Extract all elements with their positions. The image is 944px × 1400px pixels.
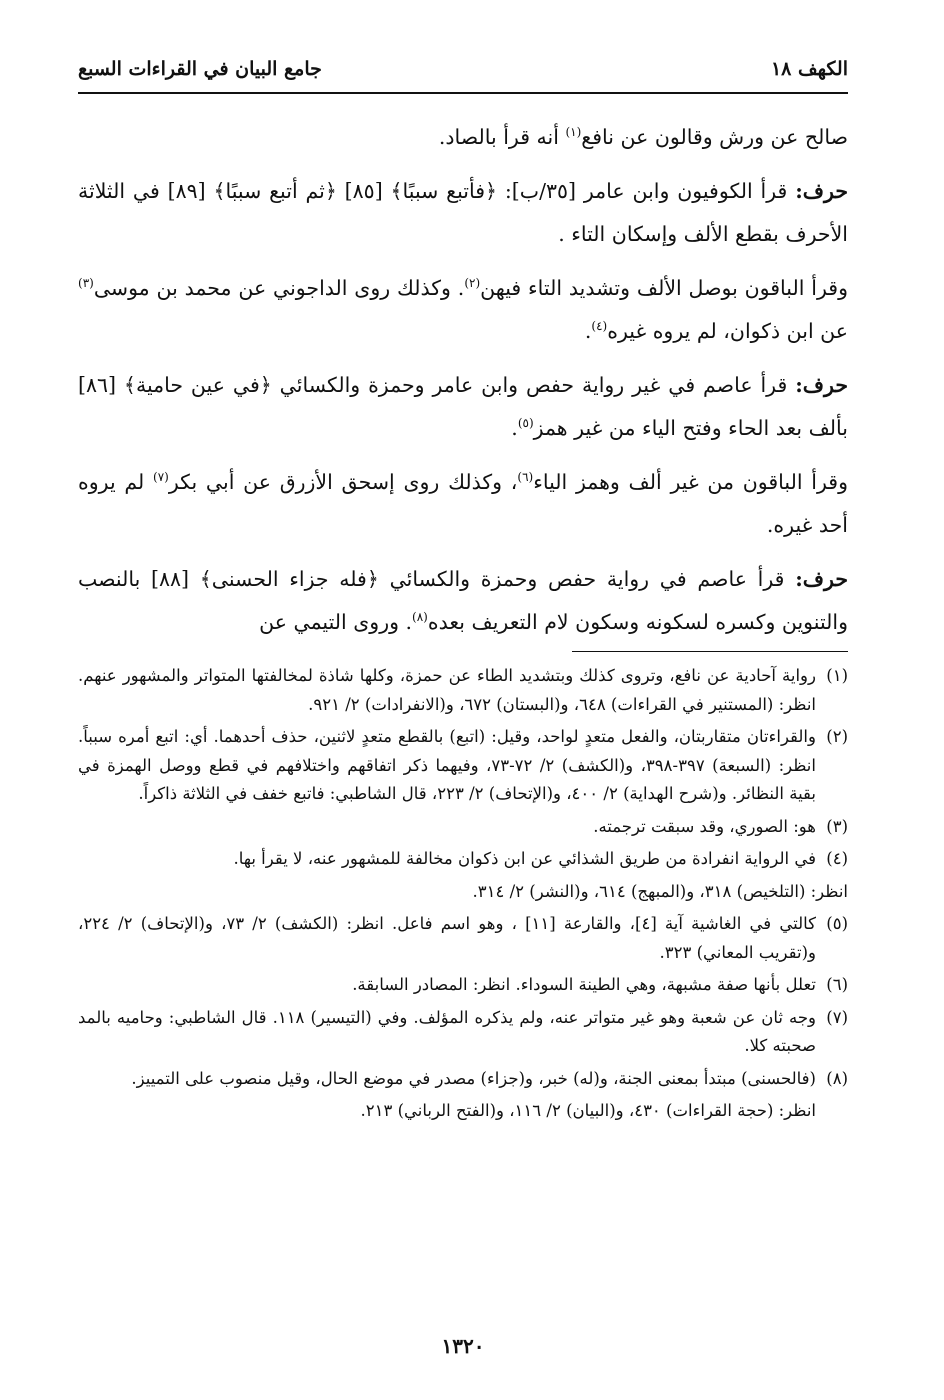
paragraph-text: أنه قرأ بالصاد. — [438, 125, 566, 149]
footnote-text: والقراءتان متقاربتان، والفعل متعدٍ لواحد، وقيل: (اتبع) بالقطع متعدٍ لاثنين، حذف أحدهما. أي: اتبع أمره سبباً. انظر: (السبعة) ٣٩٧-٣٩٨، و(الكشف) ٢/ ٧٢-٧٣، وفيهما ذكر اتفاقهم واختلافهم في قطع ووصل الهمزة في بقية النظائر. و(شرح الهداية) ٢/ ٤٠٠، و(الإتحاف) ٢/ ٢٢٣، قال الشاطبي: فاتبع خفف في الثلاثة ذاكراً. — [78, 727, 816, 803]
footnote-text: في الرواية انفرادة من طريق الشذائي عن ابن ذكوان مخالفة للمشهور عنه، لا يقرأ بها. — [233, 849, 816, 868]
paragraph-text: قرأ عاصم في غير رواية حفص وابن عامر وحمزة والكسائي ﴿في عين حامية﴾ [٨٦] بألف بعد الحاء وفتح الياء من غير همز — [78, 373, 848, 440]
paragraph-text: . وروى التيمي عن — [259, 610, 413, 634]
footnotes — [78, 662, 848, 1130]
paragraph-1 — [78, 116, 848, 159]
footnote-number: (١) — [826, 666, 848, 685]
paragraph-5 — [78, 461, 848, 547]
footnote-ref: (٣) — [78, 276, 94, 290]
footnote-ref: (٧) — [153, 470, 169, 484]
footnote-ref: (١) — [565, 125, 582, 139]
footnote-number: (٦) — [826, 975, 848, 994]
footnote-number: (٧) — [826, 1007, 848, 1027]
paragraph-6 — [78, 558, 848, 644]
paragraph-text: قرأ عاصم في رواية حفص وحمزة والكسائي ﴿فله جزاء الحسنى﴾ [٨٨] بالنصب والتنوين وكسره لسكونه وسكون لام التعريف بعده — [78, 567, 848, 634]
footnote-number: (٤) — [826, 849, 848, 868]
paragraph-4 — [78, 364, 848, 450]
harf-label: حرف: — [795, 179, 848, 203]
footnote-ref: (٤) — [591, 319, 608, 333]
book-page — [78, 44, 848, 1384]
footnote-number: (٥) — [826, 914, 848, 933]
paragraph-text: وقرأ الباقون من غير ألف وهمز الياء — [533, 470, 848, 494]
harf-label: حرف: — [795, 373, 848, 397]
main-text — [78, 116, 848, 655]
footnote-number: (٢) — [826, 727, 848, 746]
footnote-text: تعلل بأنها صفة مشبهة، وهي الطينة السوداء. انظر: المصادر السابقة. — [352, 975, 816, 994]
paragraph-text: قرأ الكوفيون وابن عامر [٣٥/ب]: ﴿فأتبع سببًا﴾ [٨٥] ﴿ثم أتبع سببًا﴾ [٨٩] في الثلاثة الأحرف بقطع الألف وإسكان التاء . — [78, 179, 848, 246]
footnote-text: رواية آحادية عن نافع، وتروى كذلك وبتشديد الطاء عن حمزة، وكلها شاذة لمخالفتها المتواتر والمشهور عنهم. انظر: (المستنير في القراءات) ٦٤٨، و(البستان) ٦٧٢، و(الانفرادات) ٢/ ٩٢١. — [78, 666, 816, 714]
paragraph-text: . — [584, 319, 592, 343]
page-number: ١٣٢٠ — [441, 1334, 485, 1358]
footnote-3 — [78, 813, 848, 842]
running-header — [78, 58, 848, 94]
paragraph-text: ، وكذلك روى إسحق الأزرق عن أبي بكر — [168, 470, 518, 494]
footnote-ref: (٦) — [517, 470, 534, 484]
footnote-text: هو: الصوري، وقد سبقت ترجمته. — [593, 816, 816, 836]
footnote-ref: (٢) — [464, 276, 481, 290]
footnote-4-continuation — [78, 878, 848, 907]
paragraph-text: وقرأ الباقون بوصل الألف وتشديد التاء فيهن — [480, 276, 848, 300]
paragraph-text: . — [511, 416, 518, 440]
footnote-text: وجه ثان عن شعبة وهو غير متواتر عنه، ولم يذكره المؤلف. وفي (التيسير) ١١٨. قال الشاطبي: وحاميه بالمد صحبته كلا. — [78, 1007, 817, 1055]
footnote-2 — [78, 723, 848, 809]
footnote-8 — [78, 1065, 848, 1094]
footnote-ref: (٨) — [412, 610, 428, 624]
paragraph-text: لم يروه أحد غيره. — [78, 470, 848, 537]
footnote-7 — [78, 1004, 848, 1061]
footnote-8-continuation — [78, 1097, 848, 1126]
footnote-text: (فالحسنى) مبتدأ بمعنى الجنة، و(له) خبر، و(جزاء) مصدر في موضع الحال، وقيل منصوب على التمييز. — [131, 1068, 816, 1088]
footnote-text: انظر: (حجة القراءات) ٤٣٠، و(البيان) ٢/ ١١٦، و(الفتح الرباني) ٢١٣. — [360, 1101, 816, 1120]
paragraph-2 — [78, 170, 848, 256]
footnote-separator — [572, 651, 848, 652]
footnote-1 — [78, 662, 848, 719]
footnote-text: كالتي في الغاشية آية [٤]، والقارعة [١١] ، وهو اسم فاعل. انظر: (الكشف) ٢/ ٧٣، و(الإتحاف) ٢/ ٢٢٤، و(تقريب المعاني) ٣٢٣. — [78, 914, 816, 962]
footnote-number: (٣) — [826, 816, 848, 836]
footnote-5 — [78, 910, 848, 967]
footnote-text: انظر: (التلخيص) ٣١٨، و(المبهج) ٦١٤، و(النشر) ٢/ ٣١٤. — [472, 881, 848, 901]
paragraph-text: صالح عن ورش وقالون عن نافع — [581, 125, 848, 149]
harf-label: حرف: — [795, 567, 848, 591]
paragraph-3 — [78, 267, 848, 353]
footnote-ref: (٥) — [517, 416, 534, 430]
footnote-number: (٨) — [826, 1068, 848, 1088]
footnote-4 — [78, 845, 848, 874]
book-title: جامع البيان في القراءات السبع — [78, 58, 322, 80]
paragraph-text: عن ابن ذكوان، لم يروه غيره — [607, 319, 848, 343]
chapter-label: الكهف ١٨ — [770, 58, 848, 80]
paragraph-text: . وكذلك روى الداجوني عن محمد بن موسى — [93, 276, 465, 300]
footnote-6 — [78, 971, 848, 1000]
